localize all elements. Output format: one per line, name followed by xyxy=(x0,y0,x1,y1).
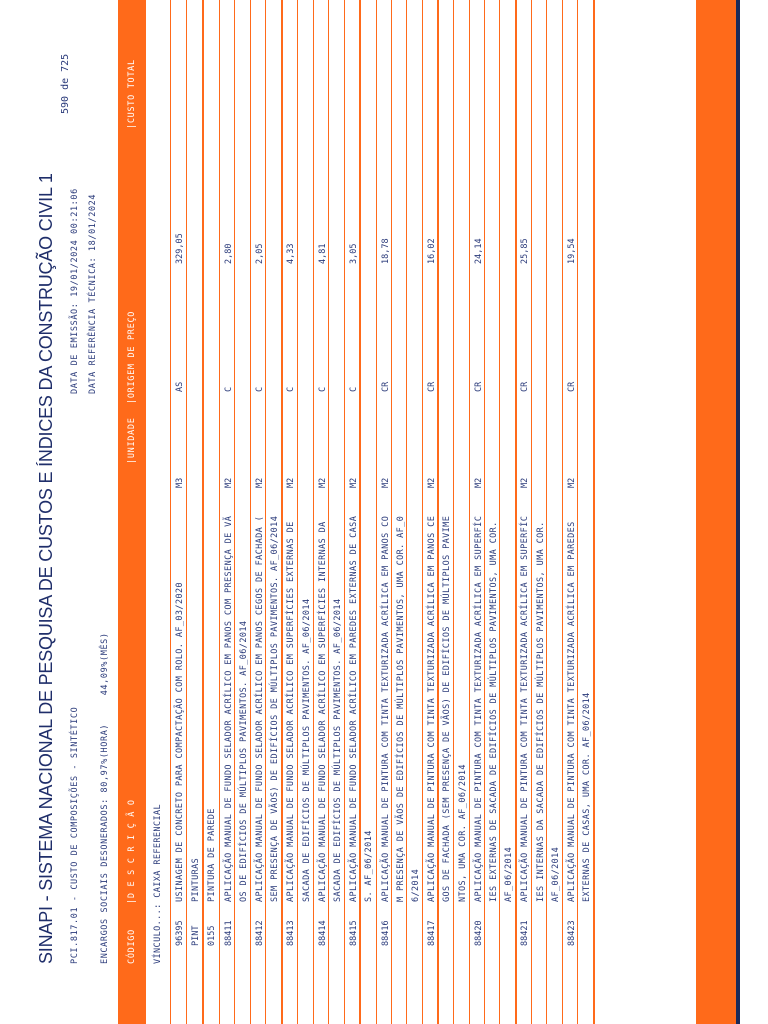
row-code: 96395 xyxy=(175,920,185,946)
row-cost: 24,14 xyxy=(473,238,484,264)
row-code: 88411 xyxy=(223,920,234,946)
row-divider xyxy=(546,0,547,1024)
row-unit: M2 xyxy=(223,477,234,488)
document-title: SINAPI - SISTEMA NACIONAL DE PESQUISA DE CUSTOS E ÍNDICES DA CONSTRUÇÃO CIVIL 1 xyxy=(36,173,56,964)
row-origin: CR xyxy=(473,381,484,392)
row-description-line: IES EXTERNAS DE SACADA DE EDIFÍCIOS DE MÚLTIPLOS PAVIMENTOS, UMA COR. xyxy=(489,521,499,902)
row-description-line: GOS DE FACHADA (SEM PRESENÇA DE VÃOS) DE EDIFÍCIOS DE MÚLTIPLOS PAVIME xyxy=(442,515,453,902)
row-code: 88423 xyxy=(567,920,577,946)
row-unit: M2 xyxy=(427,477,438,488)
row-divider xyxy=(281,0,282,1024)
row-divider xyxy=(328,0,329,1024)
row-code: 0155 xyxy=(207,925,218,946)
row-code: 88421 xyxy=(520,920,531,946)
row-description-line: USINAGEM DE CONCRETO PARA COMPACTAÇÃO COM ROLO. AF_03/2020 xyxy=(175,581,185,902)
row-divider xyxy=(577,0,578,1024)
row-unit: M2 xyxy=(286,477,297,488)
row-divider xyxy=(391,0,392,1024)
row-code: 88416 xyxy=(380,920,391,946)
row-divider xyxy=(219,0,220,1024)
row-cost: 3,05 xyxy=(349,243,360,264)
row-description-line: IES INTERNAS DA SACADA DE EDIFÍCIOS DE MÚLTIPLOS PAVIMENTOS, UMA COR. xyxy=(535,521,546,902)
row-divider xyxy=(186,0,187,1024)
row-origin: C xyxy=(255,386,265,392)
footer-band xyxy=(696,0,736,1024)
row-code: 88413 xyxy=(286,920,297,946)
row-divider xyxy=(234,0,235,1024)
row-code: PINT xyxy=(191,925,202,946)
emission-date: DATA DE EMISSÃO: 19/01/2024 00:21:06 xyxy=(70,188,80,394)
row-divider xyxy=(437,0,438,1024)
row-origin: C xyxy=(317,386,328,392)
row-unit: M2 xyxy=(567,477,577,488)
row-description-line: PINTURAS xyxy=(191,857,202,902)
row-description-line: APLICAÇÃO MANUAL DE FUNDO SELADOR ACRÍLICO EM PANOS CEGOS DE FACHADA ( xyxy=(255,515,265,902)
row-description-line: APLICAÇÃO MANUAL DE FUNDO SELADOR ACRÍLICO EM SUPERFÍCIES EXTERNAS DE xyxy=(286,521,297,902)
row-origin: C xyxy=(349,386,360,392)
row-unit: M2 xyxy=(520,477,531,488)
row-origin: CR xyxy=(380,381,391,392)
row-unit: M2 xyxy=(349,477,360,488)
row-divider xyxy=(250,0,251,1024)
row-unit: M2 xyxy=(380,477,391,488)
row-divider xyxy=(265,0,266,1024)
row-divider xyxy=(359,0,360,1024)
row-description-line: APLICAÇÃO MANUAL DE FUNDO SELADOR ACRÍLICO EM PAREDES EXTERNAS DE CASA xyxy=(349,515,360,902)
row-description-line: SACADA DE EDIFÍCIOS DE MÚLTIPLOS PAVIMENTOS. AF_06/2014 xyxy=(301,598,312,902)
row-cost: 329,05 xyxy=(175,233,185,264)
row-origin: AS xyxy=(175,381,185,392)
row-divider xyxy=(484,0,485,1024)
row-divider xyxy=(515,0,516,1024)
row-description-line: AF_06/2014 xyxy=(504,846,515,902)
column-origem: |ORIGEM DE PREÇO xyxy=(127,310,137,404)
row-description-line: APLICAÇÃO MANUAL DE PINTURA COM TINTA TEXTURIZADA ACRÍLICA EM PANOS CE xyxy=(427,515,438,902)
row-code: 88415 xyxy=(349,920,360,946)
row-cost: 2,05 xyxy=(255,243,265,264)
row-description-line: AF_06/2014 xyxy=(550,846,561,902)
vinculo-label: VÍNCULO...: CAIXA REFERENCIAL xyxy=(153,803,163,964)
row-unit: M2 xyxy=(255,477,265,488)
row-description-line: 6/2014 xyxy=(411,868,421,902)
row-divider xyxy=(531,0,532,1024)
row-description-line: APLICAÇÃO MANUAL DE PINTURA COM TINTA TEXTURIZADA ACRÍLICA EM PAREDES xyxy=(567,521,577,902)
row-description-line: EXTERNAS DE CASAS, UMA COR. AF_06/2014 xyxy=(582,692,593,902)
row-description-line: APLICAÇÃO MANUAL DE PINTURA COM TINTA TEXTURIZADA ACRÍLICA EM PANOS CO xyxy=(380,515,391,902)
page-number: 590 de 725 xyxy=(60,53,71,114)
row-divider xyxy=(453,0,454,1024)
row-description-line: OS DE EDIFÍCIOS DE MÚLTIPLOS PAVIMENTOS. AF_06/2014 xyxy=(238,620,249,902)
row-cost: 16,02 xyxy=(427,238,438,264)
row-description-line: SEM PRESENÇA DE VÃOS) DE EDIFÍCIOS DE MÚLTIPLOS PAVIMENTOS. AF_06/2014 xyxy=(270,515,281,902)
row-divider xyxy=(170,0,171,1024)
row-cost: 18,78 xyxy=(380,238,391,264)
row-cost: 4,33 xyxy=(286,243,297,264)
row-divider xyxy=(422,0,423,1024)
row-description-line: APLICAÇÃO MANUAL DE PINTURA COM TINTA TEXTURIZADA ACRÍLICA EM SUPERFÍC xyxy=(520,515,531,902)
row-divider xyxy=(469,0,470,1024)
row-cost: 19,54 xyxy=(567,238,577,264)
row-cost: 2,80 xyxy=(223,243,234,264)
row-divider xyxy=(202,0,203,1024)
row-description-line: S. AF_06/2014 xyxy=(364,830,375,902)
row-unit: M2 xyxy=(317,477,328,488)
row-cost: 25,85 xyxy=(520,238,531,264)
row-origin: CR xyxy=(427,381,438,392)
reference-date: DATA REFERÊNCIA TÉCNICA: 18/01/2024 xyxy=(88,193,98,394)
row-divider xyxy=(313,0,314,1024)
report-code: PCI.817.01 - CUSTO DE COMPOSIÇÕES - SINTÉTICO xyxy=(70,706,80,964)
row-unit: M2 xyxy=(473,477,484,488)
row-divider xyxy=(593,0,594,1024)
row-description-line: M PRESENÇA DE VÃOS DE EDIFÍCIOS DE MÚLTIPLOS PAVIMENTOS, UMA COR. AF_0 xyxy=(395,515,406,902)
row-cost: 4,81 xyxy=(317,243,328,264)
row-description-line: APLICAÇÃO MANUAL DE PINTURA COM TINTA TEXTURIZADA ACRÍLICA EM SUPERFÍC xyxy=(473,515,484,902)
row-divider xyxy=(406,0,407,1024)
row-description-line: SACADA DE EDIFÍCIOS DE MÚLTIPLOS PAVIMENTOS. AF_06/2014 xyxy=(333,598,343,902)
row-origin: CR xyxy=(520,381,531,392)
row-divider xyxy=(297,0,298,1024)
row-description-line: APLICAÇÃO MANUAL DE FUNDO SELADOR ACRÍLICO EM PANOS COM PRESENÇA DE VÃ xyxy=(223,515,234,902)
row-code: 88414 xyxy=(317,920,328,946)
row-code: 88412 xyxy=(255,920,265,946)
row-divider xyxy=(499,0,500,1024)
row-origin: C xyxy=(286,386,297,392)
row-code: 88420 xyxy=(473,920,484,946)
column-custo: |CUSTO TOTAL xyxy=(127,59,137,129)
row-origin: C xyxy=(223,386,234,392)
row-divider xyxy=(344,0,345,1024)
column-descricao: |D E S C R I Ç Ã O xyxy=(127,799,137,904)
row-divider xyxy=(562,0,563,1024)
column-codigo: CÓDIGO xyxy=(127,929,137,964)
social-charges: ENCARGOS SOCIAIS DESONERADOS: 80,97%(HORA) 44,09%(MÊS) xyxy=(100,632,110,964)
row-divider xyxy=(376,0,377,1024)
footer-rule xyxy=(736,0,740,1024)
row-description-line: PINTURA DE PAREDE xyxy=(207,808,218,902)
row-description-line: APLICAÇÃO MANUAL DE FUNDO SELADOR ACRÍLICO EM SUPERFÍCIES INTERNAS DA xyxy=(317,521,328,902)
row-description-line: NTOS, UMA COR. AF_06/2014 xyxy=(457,764,468,902)
column-unidade: |UNIDADE xyxy=(127,417,137,464)
row-unit: M3 xyxy=(175,477,185,488)
row-origin: CR xyxy=(567,381,577,392)
row-code: 88417 xyxy=(427,920,438,946)
